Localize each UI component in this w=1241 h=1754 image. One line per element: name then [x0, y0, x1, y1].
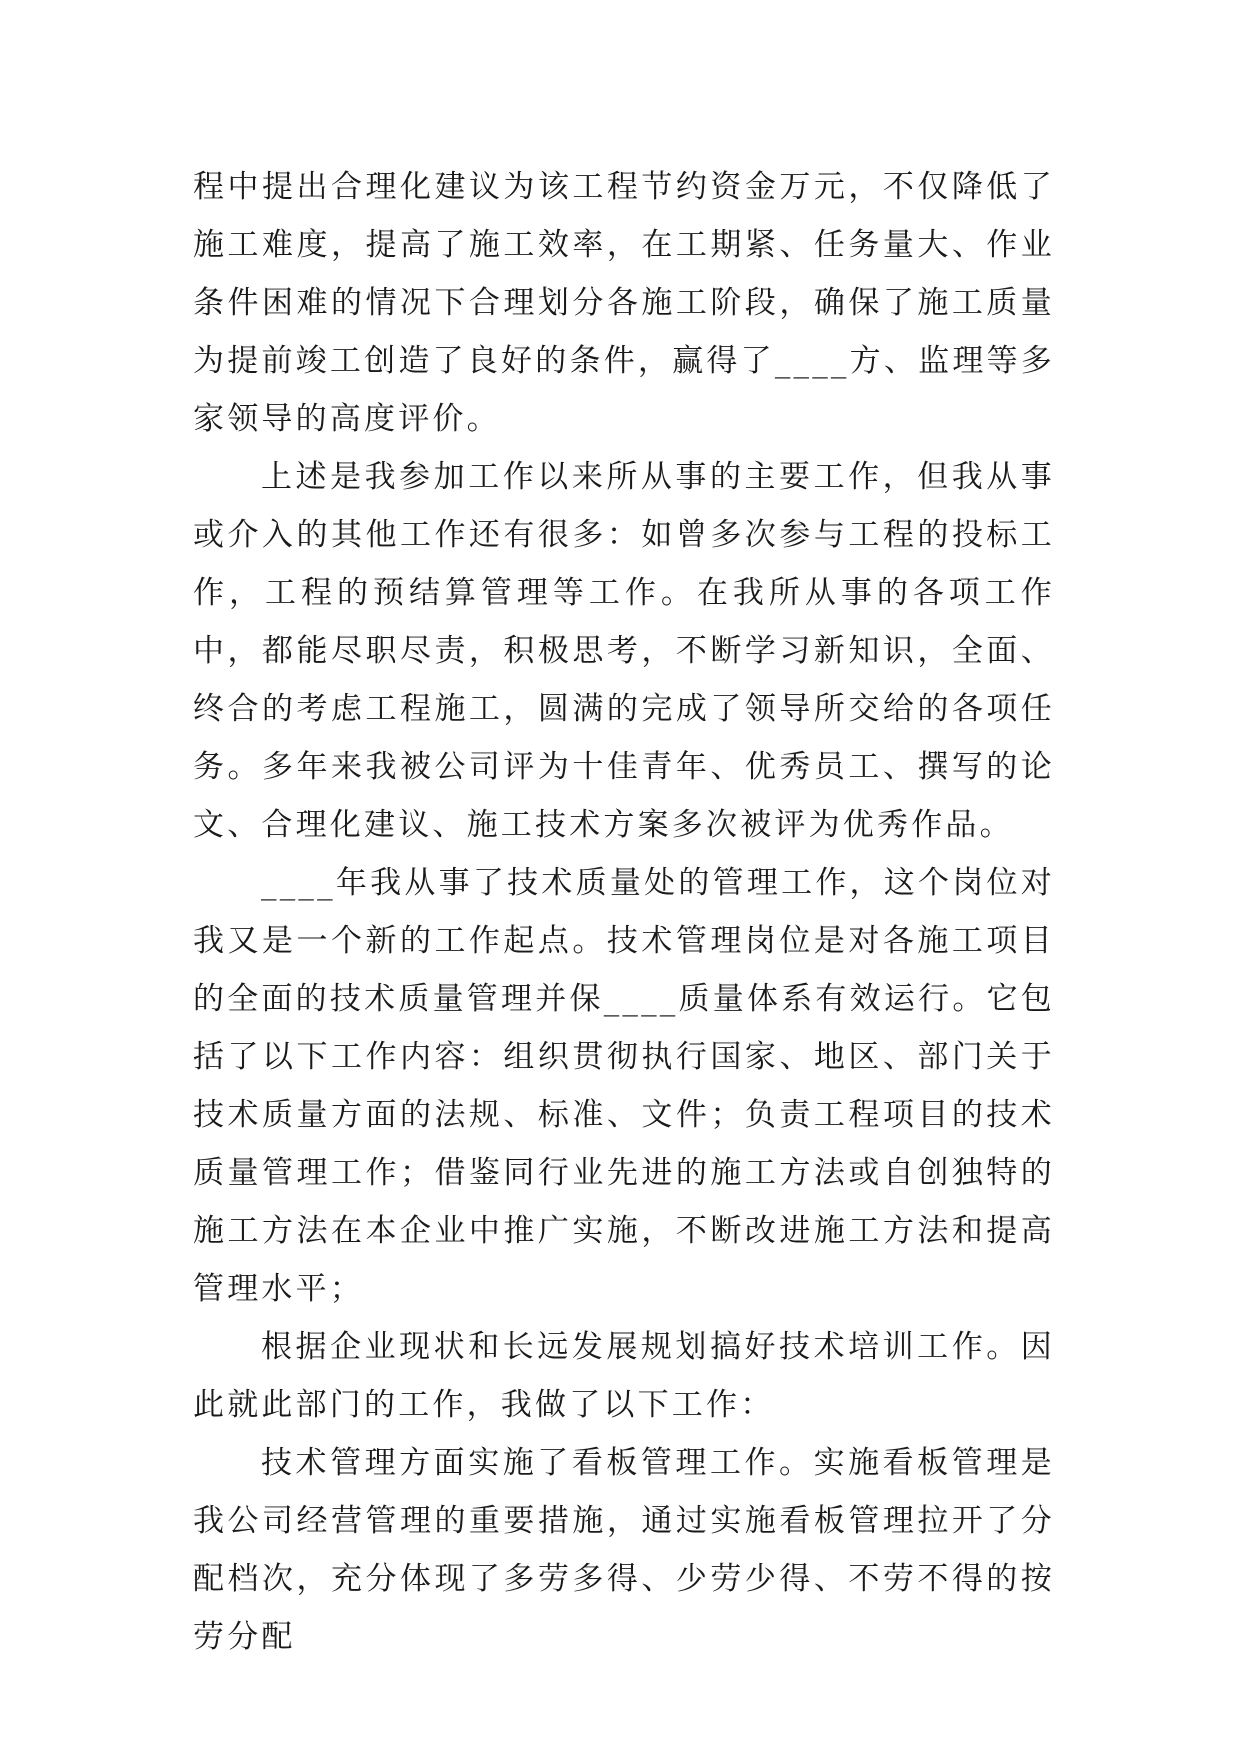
paragraph-1: 程中提出合理化建议为该工程节约资金万元，不仅降低了施工难度，提高了施工效率，在工期紧、任务量大、作业条件困难的情况下合理划分各施工阶段，确保了施工质量为提前竣工创造了良好的条件，赢得了____方、监理等多家领导的高度评价。: [193, 169, 1055, 437]
paragraph-5: 技术管理方面实施了看板管理工作。实施看板管理是我公司经营管理的重要措施，通过实施看板管理拉开了分配档次，充分体现了多劳多得、少劳少得、不劳不得的按劳分配: [193, 1445, 1055, 1655]
paragraph-4: 根据企业现状和长远发展规划搞好技术培训工作。因此就此部门的工作，我做了以下工作：: [193, 1329, 1055, 1423]
paragraph-2: 上述是我参加工作以来所从事的主要工作，但我从事或介入的其他工作还有很多：如曾多次参与工程的投标工作，工程的预结算管理等工作。在我所从事的各项工作中，都能尽职尽责，积极思考，不断学习新知识，全面、终合的考虑工程施工，圆满的完成了领导所交给的各项任务。多年来我被公司评为十佳青年、优秀员工、撰写的论文、合理化建议、施工技术方案多次被评为优秀作品。: [193, 459, 1055, 843]
document-body: [193, 158, 1055, 1666]
paragraph-3: ____年我从事了技术质量处的管理工作，这个岗位对我又是一个新的工作起点。技术管理岗位是对各施工项目的全面的技术质量管理并保____质量体系有效运行。它包括了以下工作内容：组织贯彻执行国家、地区、部门关于技术质量方面的法规、标准、文件；负责工程项目的技术质量管理工作；借鉴同行业先进的施工方法或自创独特的施工方法在本企业中推广实施，不断改进施工方法和提高管理水平；: [193, 865, 1055, 1307]
